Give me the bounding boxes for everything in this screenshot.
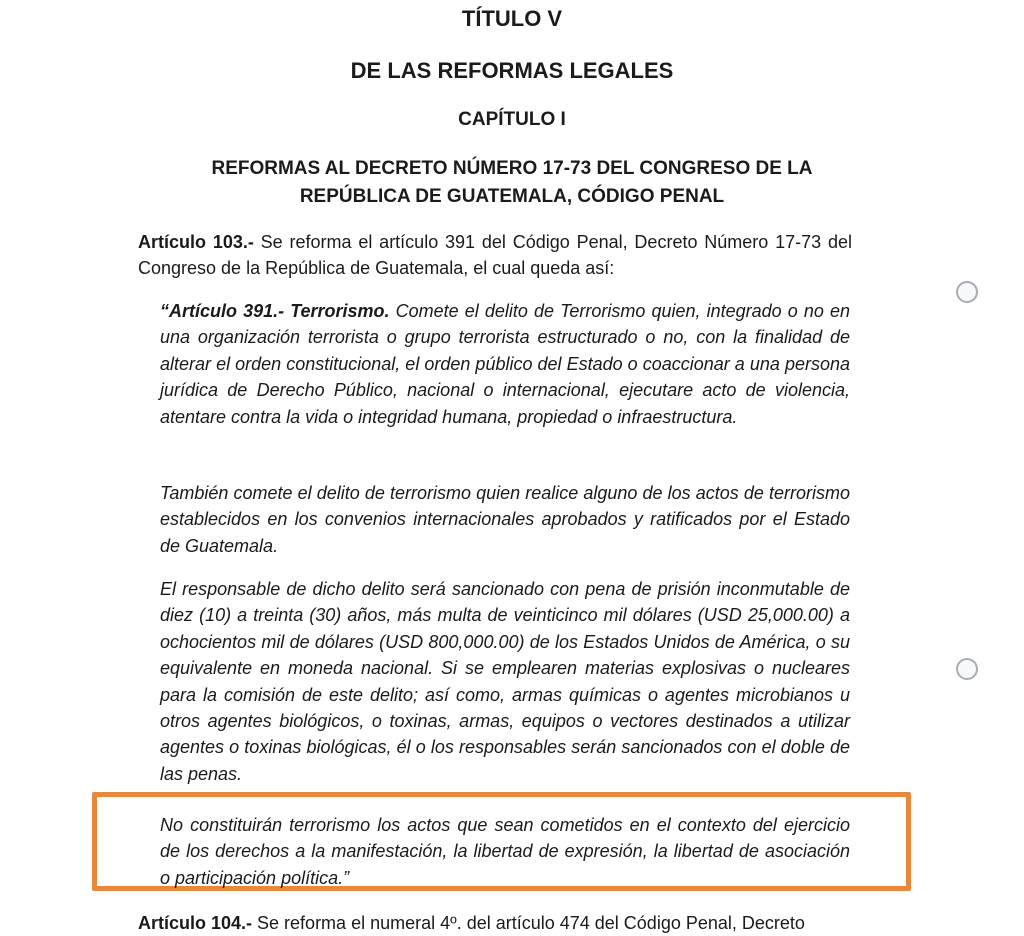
annotation-circle-icon[interactable] bbox=[956, 658, 978, 680]
annotation-circle-icon[interactable] bbox=[956, 281, 978, 303]
chapter-heading: CAPÍTULO I bbox=[458, 109, 566, 130]
title-heading: TÍTULO V bbox=[461, 6, 563, 31]
article-391-text: Comete el delito de Terrorismo quien, integrado o no en una organización terrorista o grupo terrorista estructurado o no, con la finalidad de alterar el orden constitucional, el orden público del Estado o coaccionar a una persona jurídica de Derecho Público, nacional o internacional, ejecutare acto de violencia, atentare contra la vida o integridad humana, propiedad o infraestructura. bbox=[160, 301, 851, 427]
decree-heading-line-1: REFORMAS AL DECRETO NÚMERO 17-73 DEL CONGRESO DE LA bbox=[211, 158, 813, 179]
article-103-label: Artículo 103.- bbox=[138, 232, 254, 252]
article-104-label: Artículo 104.- bbox=[138, 913, 253, 933]
decree-heading bbox=[0, 155, 1024, 211]
article-391-paragraph-2: También comete el delito de terrorismo quien realice alguno de los actos de terrorismo establecidos en los convenios internacionales aprobados y ratificados por el Estado de Guatemala. bbox=[160, 483, 850, 556]
article-103-text: Se reforma el artículo 391 del Código Penal, Decreto Número 17-73 del Congreso de la República de Guatemala, el cual queda así: bbox=[138, 232, 852, 278]
decree-heading-line-2: REPÚBLICA DE GUATEMALA, CÓDIGO PENAL bbox=[299, 186, 725, 207]
article-391-paragraph-3: El responsable de dicho delito será sancionado con pena de prisión inconmutable de diez (10) a treinta (30) años, más multa de veinticinco mil dólares (USD 25,000.00) a ochocientos mil de dólares (USD 800,000.00) de los Estados Unidos de América, o su equivalente en moneda nacional. Si se emplearen materias explosivas o nucleares para la comisión de este delito; así como, armas químicas o agentes microbianos u otros agentes biológicos, o toxinas, armas, equipos o vectores destinados a utilizar agentes o toxinas biológicas, él o los responsables serán sancionados con el doble de las penas. bbox=[160, 579, 850, 784]
article-391-paragraph-1 bbox=[160, 298, 850, 430]
article-104-text: Se reforma el numeral 4º. del artículo 474 del Código Penal, Decreto bbox=[252, 913, 805, 933]
article-103-paragraph bbox=[138, 229, 852, 281]
section-heading: DE LAS REFORMAS LEGALES bbox=[350, 58, 674, 83]
article-391-paragraph-4: No constituirán terrorismo los actos que sean cometidos en el contexto del ejercicio de los derechos a la manifestación, la libertad de expresión, la libertad de asociación o participación política.” bbox=[160, 815, 850, 888]
article-104-paragraph bbox=[138, 910, 898, 936]
article-391-label: “Artículo 391.- Terrorismo. bbox=[160, 301, 390, 321]
